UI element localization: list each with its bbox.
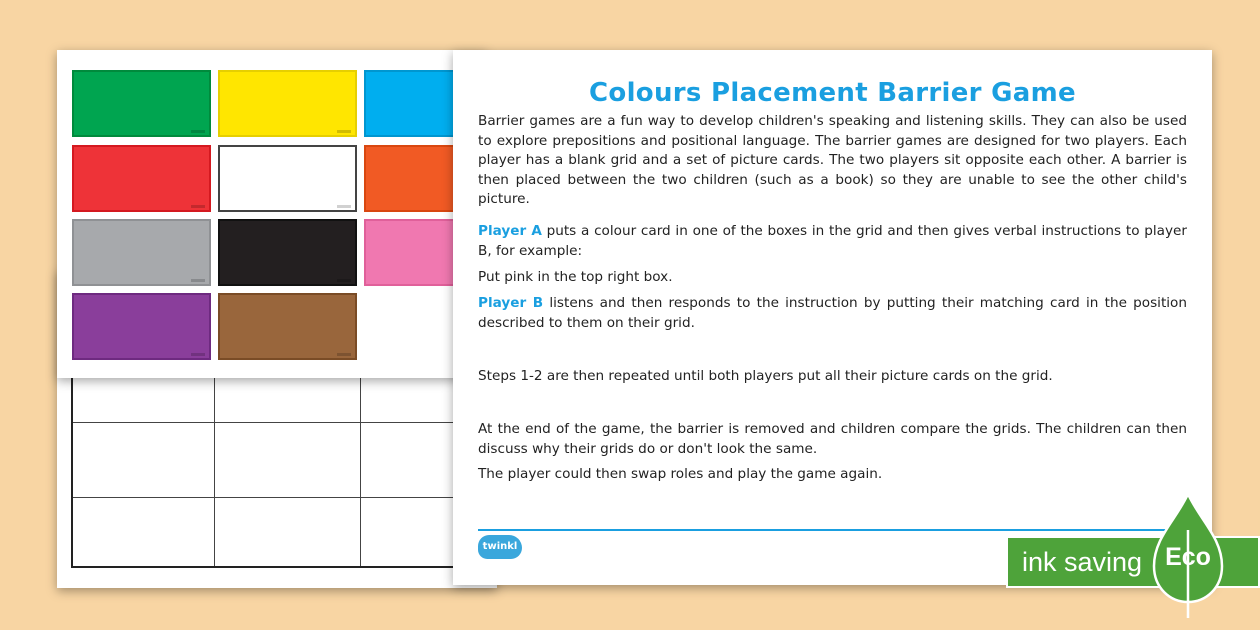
- steps-paragraph: Steps 1-2 are then repeated until both players put all their picture cards on the grid.: [478, 368, 1053, 384]
- player-b-text: listens and then responds to the instruction by putting their matching card in the position described to them on their grid.: [478, 295, 1187, 331]
- intro-paragraph: Barrier games are a fun way to develop children's speaking and listening skills. They can also be used to explore prepositions and positional language. The barrier games are designed for two players. Each player has a blank grid and a set of picture cards. The two players sit opposite each other. A barrier is then placed between the two children (such as a book) so they are unable to see the other child's picture.: [478, 113, 1187, 207]
- colour-card-yellow: [218, 70, 357, 137]
- card-watermark: [337, 353, 351, 356]
- colour-card-black: [218, 219, 357, 286]
- colour-card-green: [72, 70, 211, 137]
- swap-roles-paragraph: The player could then swap roles and play the game again.: [478, 466, 883, 482]
- page-title: Colours Placement Barrier Game: [589, 78, 1076, 108]
- eco-label: Eco: [1165, 543, 1211, 571]
- end-game-paragraph: At the end of the game, the barrier is removed and children compare the grids. The children can then discuss why their grids do or don't look the same.: [478, 421, 1187, 457]
- instruction-sheet: [453, 50, 1212, 585]
- colour-card-white: [218, 145, 357, 212]
- colour-card-brown: [218, 293, 357, 360]
- colour-card-grey: [72, 219, 211, 286]
- card-watermark: [191, 130, 205, 133]
- ink-saving-text: ink saving: [1022, 547, 1143, 577]
- twinkl-logo-text: twinkl: [482, 541, 518, 552]
- grid-cell: [215, 423, 361, 498]
- grid-cell: [215, 498, 361, 566]
- card-watermark: [337, 279, 351, 282]
- player-a-paragraph: [478, 222, 1187, 261]
- card-watermark: [337, 130, 351, 133]
- colour-card-red: [72, 145, 211, 212]
- card-watermark: [191, 205, 205, 208]
- card-watermark: [191, 279, 205, 282]
- grid-cell: [73, 498, 215, 566]
- grid-cell: [73, 423, 215, 498]
- colour-card-purple: [72, 293, 211, 360]
- twinkl-logo: [478, 535, 522, 559]
- player-b-label: Player B: [478, 295, 544, 311]
- player-a-text: puts a colour card in one of the boxes in the grid and then gives verbal instructions to player B, for example:: [478, 223, 1187, 259]
- card-watermark: [191, 353, 205, 356]
- colour-cards-sheet: [57, 50, 487, 378]
- player-a-label: Player A: [478, 223, 542, 239]
- example-instruction: Put pink in the top right box.: [478, 269, 673, 285]
- footer-divider: [478, 529, 1187, 531]
- player-b-paragraph: [478, 294, 1187, 333]
- card-watermark: [337, 205, 351, 208]
